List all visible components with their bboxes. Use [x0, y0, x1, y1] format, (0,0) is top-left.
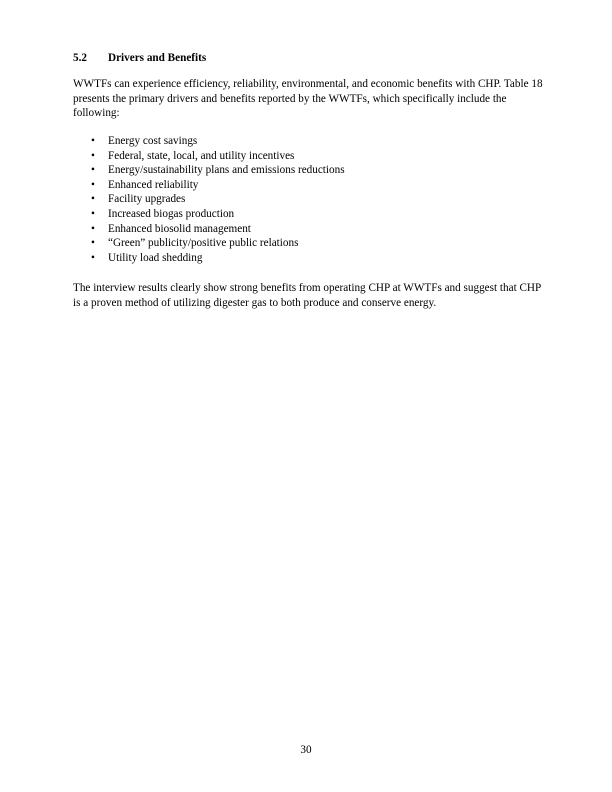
- bullet-icon: •: [91, 222, 95, 235]
- list-item-text: Energy cost savings: [108, 135, 198, 147]
- list-item-text: Increased biogas production: [108, 207, 235, 220]
- bullet-icon: •: [91, 149, 95, 162]
- list-item: [91, 222, 345, 237]
- benefits-list: [91, 134, 345, 265]
- bullet-icon: •: [91, 135, 95, 147]
- list-item-text: “Green” publicity/positive public relations: [108, 237, 299, 250]
- list-item: [91, 236, 345, 251]
- list-item-text: Energy/sustainability plans and emissions reductions: [108, 164, 345, 177]
- bullet-icon: •: [91, 251, 95, 264]
- list-item-text: Facility upgrades: [108, 193, 186, 206]
- page-number: 30: [300, 744, 312, 756]
- list-item-text: Federal, state, local, and utility incentives: [108, 149, 295, 162]
- bullet-icon: •: [91, 178, 95, 191]
- section-number: 5.2: [73, 52, 87, 64]
- list-item: [91, 134, 345, 149]
- list-item: [91, 163, 345, 178]
- bullet-icon: •: [91, 207, 95, 220]
- list-item: [91, 178, 345, 193]
- list-item: [91, 149, 345, 164]
- list-item: [91, 251, 345, 266]
- list-item-text: Utility load shedding: [108, 251, 203, 264]
- list-item: [91, 207, 345, 222]
- bullet-icon: •: [91, 164, 95, 177]
- list-item: [91, 192, 345, 207]
- bullet-icon: •: [91, 193, 95, 206]
- list-item-text: Enhanced biosolid management: [108, 222, 251, 235]
- intro-paragraph: WWTFs can experience efficiency, reliability, environmental, and economic benefits with CHP. Table 18 presents the primary drivers and benefits reported by the WWTFs, which specifically include the following:: [73, 78, 543, 120]
- list-item-text: Enhanced reliability: [108, 178, 199, 191]
- bullet-icon: •: [91, 237, 95, 250]
- section-heading: [73, 51, 206, 66]
- section-title: Drivers and Benefits: [108, 52, 207, 64]
- conclusion-paragraph: The interview results clearly show strong benefits from operating CHP at WWTFs and suggest that CHP is a proven method of utilizing digester gas to both produce and conserve energy.: [73, 282, 541, 309]
